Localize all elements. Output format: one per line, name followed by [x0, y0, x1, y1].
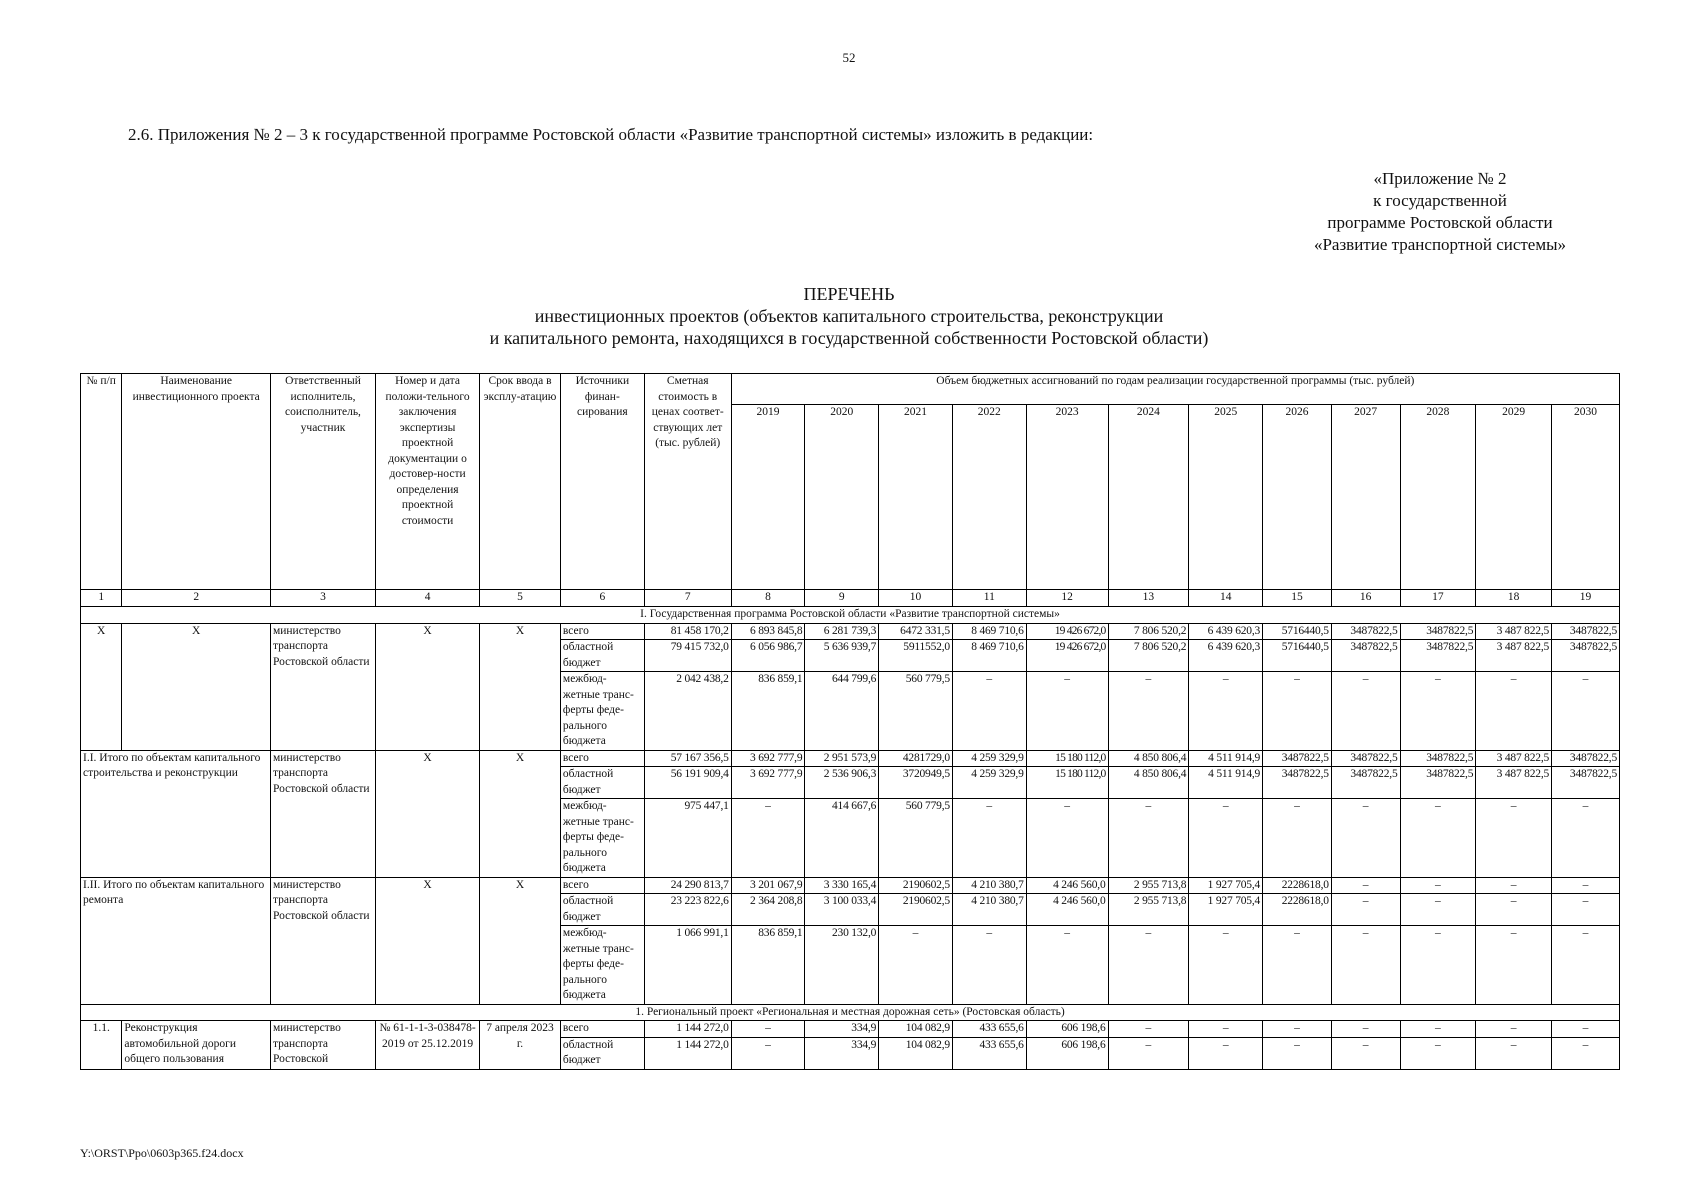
year-value-cell: –	[1331, 1021, 1400, 1038]
year-value-cell: 3 487 822,5	[1476, 750, 1552, 767]
year-value-cell: 3487822,5	[1552, 750, 1620, 767]
header-cost: Сметная стоимость в ценах соответ-ствующих лет (тыс. рублей)	[644, 374, 731, 590]
executor: министерство транспорта Ростовской области	[270, 877, 375, 1004]
column-number: 8	[731, 590, 805, 607]
column-number: 14	[1189, 590, 1263, 607]
year-value-cell: 3487822,5	[1552, 767, 1620, 799]
year-value-cell: 3 692 777,9	[731, 750, 805, 767]
year-value-cell: –	[1263, 926, 1332, 1005]
year-value-cell: 6 893 845,8	[731, 623, 805, 640]
year-value-cell: 19 426 672,0	[1026, 623, 1108, 640]
year-value-cell: 3487822,5	[1552, 623, 1620, 640]
year-value-cell: 836 859,1	[731, 926, 805, 1005]
appendix-line: к государственной	[1373, 191, 1507, 210]
year-value-cell: –	[1026, 799, 1108, 878]
cost-cell: 79 415 732,0	[644, 640, 731, 672]
column-numbers-row	[81, 590, 1620, 607]
year-value-cell: 560 779,5	[879, 799, 953, 878]
year-value-cell: –	[1400, 1021, 1476, 1038]
year-value-cell: 2 536 906,3	[805, 767, 879, 799]
year-value-cell: 4 246 560,0	[1026, 894, 1108, 926]
year-value-cell: 19 426 672,0	[1026, 640, 1108, 672]
year-value-cell: 2228618,0	[1263, 877, 1332, 894]
expertise: Х	[376, 877, 480, 1004]
row-number: 1.1.	[81, 1021, 122, 1070]
year-value-cell: 4 511 914,9	[1189, 750, 1263, 767]
file-path-footer: Y:\ORST\Ppo\0603p365.f24.docx	[80, 1146, 244, 1160]
year-value-cell: 3487822,5	[1331, 750, 1400, 767]
header-year: 2027	[1331, 405, 1400, 590]
table-row	[81, 1021, 1620, 1038]
column-number: 13	[1108, 590, 1189, 607]
document-title	[0, 283, 1698, 349]
section-row	[81, 1004, 1620, 1021]
year-value-cell: 3487822,5	[1400, 750, 1476, 767]
year-value-cell: 2 955 713,8	[1108, 894, 1189, 926]
year-value-cell: –	[1263, 799, 1332, 878]
column-number: 18	[1476, 590, 1552, 607]
year-value-cell: 560 779,5	[879, 672, 953, 751]
header-project-name: Наименование инвестиционного проекта	[122, 374, 271, 590]
year-value-cell: –	[1263, 672, 1332, 751]
column-number: 10	[879, 590, 953, 607]
cost-cell: 1 144 272,0	[644, 1021, 731, 1038]
year-value-cell: –	[1108, 672, 1189, 751]
year-value-cell: 3487822,5	[1400, 640, 1476, 672]
funding-source: межбюд-жетные транс-ферты феде-рального бюджета	[560, 799, 644, 878]
cost-cell: 1 144 272,0	[644, 1037, 731, 1069]
deadline: Х	[480, 877, 561, 1004]
year-value-cell: –	[1476, 877, 1552, 894]
section-title-regional: 1. Региональный проект «Региональная и местная дорожная сеть» (Ростовская область)	[81, 1004, 1620, 1021]
year-value-cell: –	[952, 926, 1026, 1005]
column-number: 15	[1263, 590, 1332, 607]
year-value-cell: 4 850 806,4	[1108, 750, 1189, 767]
header-deadline: Срок ввода в эксплу-атацию	[480, 374, 561, 590]
year-value-cell: 5 636 939,7	[805, 640, 879, 672]
year-value-cell: –	[1400, 926, 1476, 1005]
title-line: инвестиционных проектов (объектов капитального строительства, реконструкции	[534, 306, 1164, 326]
year-value-cell: –	[1263, 1021, 1332, 1038]
year-value-cell: 3 201 067,9	[731, 877, 805, 894]
year-value-cell: –	[1331, 877, 1400, 894]
appendix-header	[1300, 168, 1580, 256]
year-value-cell: 104 082,9	[879, 1037, 953, 1069]
year-value-cell: –	[1108, 799, 1189, 878]
year-value-cell: 3487822,5	[1400, 623, 1476, 640]
year-value-cell: –	[1108, 1037, 1189, 1069]
column-number: 17	[1400, 590, 1476, 607]
expertise: № 61-1-1-3-038478-2019 от 25.12.2019	[376, 1021, 480, 1070]
year-value-cell: –	[1400, 877, 1476, 894]
year-value-cell: 414 667,6	[805, 799, 879, 878]
header-year: 2029	[1476, 405, 1552, 590]
year-value-cell: –	[731, 1021, 805, 1038]
cost-cell: 23 223 822,6	[644, 894, 731, 926]
year-value-cell: 4 511 914,9	[1189, 767, 1263, 799]
funding-source: областной бюджет	[560, 640, 644, 672]
year-value-cell: 3487822,5	[1331, 623, 1400, 640]
year-value-cell: –	[1476, 926, 1552, 1005]
header-year: 2019	[731, 405, 805, 590]
appendix-line: «Приложение № 2	[1373, 169, 1507, 188]
year-value-cell: 4 210 380,7	[952, 894, 1026, 926]
year-value-cell: –	[1400, 672, 1476, 751]
year-value-cell: 606 198,6	[1026, 1021, 1108, 1038]
year-value-cell: 4 850 806,4	[1108, 767, 1189, 799]
year-value-cell: –	[1476, 1021, 1552, 1038]
funding-source: межбюд-жетные транс-ферты феде-рального бюджета	[560, 672, 644, 751]
header-year: 2030	[1552, 405, 1620, 590]
year-value-cell: 104 082,9	[879, 1021, 953, 1038]
year-value-cell: 15 180 112,0	[1026, 767, 1108, 799]
column-number: 19	[1552, 590, 1620, 607]
year-value-cell: –	[1552, 877, 1620, 894]
year-value-cell: –	[1476, 894, 1552, 926]
project-name: Х	[122, 623, 271, 750]
header-volume: Объем бюджетных ассигнований по годам реализации государственной программы (тыс. рублей)	[731, 374, 1619, 405]
appendix-line: программе Ростовской области	[1327, 213, 1553, 232]
year-value-cell: 3487822,5	[1552, 640, 1620, 672]
year-value-cell: 230 132,0	[805, 926, 879, 1005]
deadline: 7 апреля 2023 г.	[480, 1021, 561, 1070]
deadline: Х	[480, 623, 561, 750]
year-value-cell: –	[1552, 1037, 1620, 1069]
column-number: 1	[81, 590, 122, 607]
year-value-cell: –	[1331, 926, 1400, 1005]
page-number: 52	[842, 50, 856, 65]
year-value-cell: 4 259 329,9	[952, 767, 1026, 799]
year-value-cell: –	[731, 1037, 805, 1069]
project-name: Реконструкция автомобильной дороги общего пользования	[122, 1021, 271, 1070]
year-value-cell: 7 806 520,2	[1108, 623, 1189, 640]
column-number: 5	[480, 590, 561, 607]
expertise: Х	[376, 623, 480, 750]
header-year: 2024	[1108, 405, 1189, 590]
cost-cell: 81 458 170,2	[644, 623, 731, 640]
year-value-cell: 4281729,0	[879, 750, 953, 767]
project-name: I.II. Итого по объектам капитального ремонта	[81, 877, 271, 1004]
executor: министерство транспорта Ростовской области	[270, 750, 375, 877]
year-value-cell: –	[1026, 926, 1108, 1005]
year-value-cell: 3 692 777,9	[731, 767, 805, 799]
header-year: 2020	[805, 405, 879, 590]
funding-source: областной бюджет	[560, 894, 644, 926]
funding-source: межбюд-жетные транс-ферты феде-рального бюджета	[560, 926, 644, 1005]
year-value-cell: –	[1189, 1037, 1263, 1069]
column-number: 6	[560, 590, 644, 607]
year-value-cell: 3 487 822,5	[1476, 640, 1552, 672]
year-value-cell: 2 951 573,9	[805, 750, 879, 767]
expertise: Х	[376, 750, 480, 877]
title-line: ПЕРЕЧЕНЬ	[803, 284, 895, 304]
funding-source: областной бюджет	[560, 767, 644, 799]
cost-cell: 57 167 356,5	[644, 750, 731, 767]
year-value-cell: 433 655,6	[952, 1021, 1026, 1038]
year-value-cell: –	[731, 799, 805, 878]
column-number: 12	[1026, 590, 1108, 607]
column-number: 11	[952, 590, 1026, 607]
year-value-cell: 3 330 165,4	[805, 877, 879, 894]
funding-source: всего	[560, 1021, 644, 1038]
project-name: I.I. Итого по объектам капитального строительства и реконструкции	[81, 750, 271, 877]
header-year: 2021	[879, 405, 953, 590]
year-value-cell: –	[1552, 894, 1620, 926]
year-value-cell: 6 439 620,3	[1189, 640, 1263, 672]
column-number: 16	[1331, 590, 1400, 607]
funding-source: всего	[560, 877, 644, 894]
year-value-cell: –	[1189, 926, 1263, 1005]
section-title-program: I. Государственная программа Ростовской области «Развитие транспортной системы»	[81, 607, 1620, 624]
header-year: 2025	[1189, 405, 1263, 590]
year-value-cell: 3 487 822,5	[1476, 623, 1552, 640]
year-value-cell: –	[952, 672, 1026, 751]
year-value-cell: –	[879, 926, 953, 1005]
header-year: 2028	[1400, 405, 1476, 590]
cost-cell: 56 191 909,4	[644, 767, 731, 799]
year-value-cell: –	[1400, 1037, 1476, 1069]
executor: министерство транспорта Ростовской области	[270, 623, 375, 750]
year-value-cell: –	[1552, 799, 1620, 878]
year-value-cell: 1 927 705,4	[1189, 877, 1263, 894]
year-value-cell: –	[1026, 672, 1108, 751]
year-value-cell: –	[1476, 672, 1552, 751]
year-value-cell: –	[1476, 1037, 1552, 1069]
year-value-cell: 6 056 986,7	[731, 640, 805, 672]
year-value-cell: 2 955 713,8	[1108, 877, 1189, 894]
year-value-cell: –	[1552, 926, 1620, 1005]
year-value-cell: –	[952, 799, 1026, 878]
appendix-line: «Развитие транспортной системы»	[1313, 235, 1567, 254]
year-value-cell: 6 281 739,3	[805, 623, 879, 640]
header-year: 2022	[952, 405, 1026, 590]
cost-cell: 975 447,1	[644, 799, 731, 878]
year-value-cell: 3487822,5	[1400, 767, 1476, 799]
year-value-cell: –	[1108, 1021, 1189, 1038]
section-row	[81, 607, 1620, 624]
year-value-cell: –	[1552, 672, 1620, 751]
investment-projects-table	[80, 373, 1620, 1070]
year-value-cell: 5716440,5	[1263, 623, 1332, 640]
year-value-cell: 3 487 822,5	[1476, 767, 1552, 799]
year-value-cell: 3720949,5	[879, 767, 953, 799]
header-year: 2026	[1263, 405, 1332, 590]
year-value-cell: 3487822,5	[1263, 767, 1332, 799]
year-value-cell: –	[1263, 1037, 1332, 1069]
year-value-cell: –	[1331, 894, 1400, 926]
header-expertise: Номер и дата положи-тельного заключения экспертизы проектной документации о достовер-ности определения проектной стоимости	[376, 374, 480, 590]
year-value-cell: 836 859,1	[731, 672, 805, 751]
column-number: 3	[270, 590, 375, 607]
year-value-cell: 334,9	[805, 1021, 879, 1038]
column-number: 2	[122, 590, 271, 607]
cost-cell: 2 042 438,2	[644, 672, 731, 751]
header-year: 2023	[1026, 405, 1108, 590]
year-value-cell: 8 469 710,6	[952, 640, 1026, 672]
year-value-cell: –	[1331, 799, 1400, 878]
year-value-cell: 3 100 033,4	[805, 894, 879, 926]
cost-cell: 1 066 991,1	[644, 926, 731, 1005]
title-line: и капитального ремонта, находящихся в государственной собственности Ростовской области)	[489, 328, 1209, 348]
deadline: Х	[480, 750, 561, 877]
year-value-cell: 4 259 329,9	[952, 750, 1026, 767]
intro-paragraph: 2.6. Приложения № 2 – 3 к государственной программе Ростовской области «Развитие транспортной системы» изложить в редакции:	[128, 125, 1094, 144]
year-value-cell: 5911552,0	[879, 640, 953, 672]
year-value-cell: 606 198,6	[1026, 1037, 1108, 1069]
year-value-cell: 7 806 520,2	[1108, 640, 1189, 672]
funding-source: областной бюджет	[560, 1037, 644, 1069]
table-row	[81, 623, 1620, 640]
header-sources: Источники финан-сирования	[560, 374, 644, 590]
year-value-cell: –	[1331, 672, 1400, 751]
year-value-cell: 334,9	[805, 1037, 879, 1069]
year-value-cell: 433 655,6	[952, 1037, 1026, 1069]
year-value-cell: –	[1108, 926, 1189, 1005]
year-value-cell: 2190602,5	[879, 877, 953, 894]
header-executor: Ответственный исполнитель, соисполнитель, участник	[270, 374, 375, 590]
year-value-cell: 2 364 208,8	[731, 894, 805, 926]
year-value-cell: 2190602,5	[879, 894, 953, 926]
year-value-cell: –	[1189, 672, 1263, 751]
year-value-cell: –	[1476, 799, 1552, 878]
year-value-cell: –	[1400, 894, 1476, 926]
executor: министерство транспорта Ростовской	[270, 1021, 375, 1070]
header-num: № п/п	[81, 374, 122, 590]
column-number: 7	[644, 590, 731, 607]
year-value-cell: 644 799,6	[805, 672, 879, 751]
year-value-cell: –	[1189, 799, 1263, 878]
year-value-cell: 3487822,5	[1331, 767, 1400, 799]
year-value-cell: 4 246 560,0	[1026, 877, 1108, 894]
column-number: 4	[376, 590, 480, 607]
year-value-cell: 3487822,5	[1331, 640, 1400, 672]
year-value-cell: 6 439 620,3	[1189, 623, 1263, 640]
year-value-cell: 8 469 710,6	[952, 623, 1026, 640]
year-value-cell: 6472 331,5	[879, 623, 953, 640]
year-value-cell: 2228618,0	[1263, 894, 1332, 926]
funding-source: всего	[560, 750, 644, 767]
year-value-cell: 3487822,5	[1263, 750, 1332, 767]
year-value-cell: 15 180 112,0	[1026, 750, 1108, 767]
year-value-cell: 5716440,5	[1263, 640, 1332, 672]
year-value-cell: 1 927 705,4	[1189, 894, 1263, 926]
row-number: Х	[81, 623, 122, 750]
column-number: 9	[805, 590, 879, 607]
year-value-cell: 4 210 380,7	[952, 877, 1026, 894]
year-value-cell: –	[1189, 1021, 1263, 1038]
year-value-cell: –	[1400, 799, 1476, 878]
cost-cell: 24 290 813,7	[644, 877, 731, 894]
year-value-cell: –	[1331, 1037, 1400, 1069]
year-value-cell: –	[1552, 1021, 1620, 1038]
table-row	[81, 877, 1620, 894]
funding-source: всего	[560, 623, 644, 640]
table-row	[81, 750, 1620, 767]
